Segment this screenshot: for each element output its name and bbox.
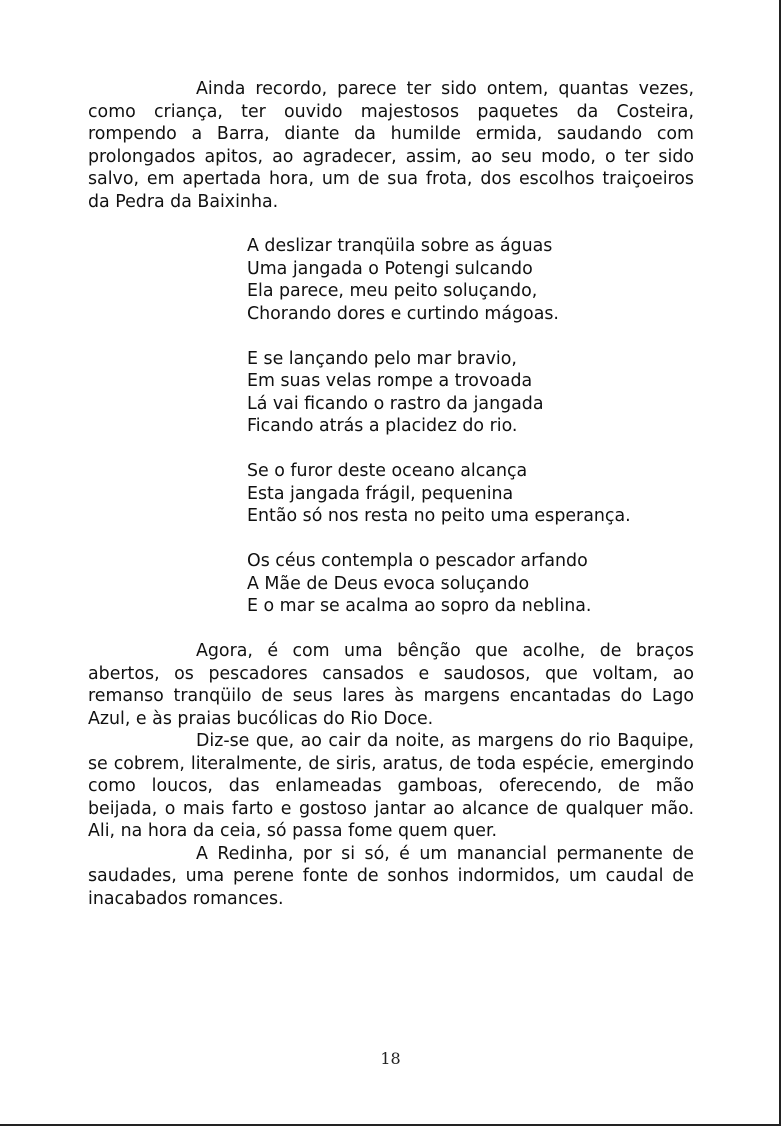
page-body <box>88 78 694 910</box>
poem-stanza-3 <box>247 460 694 528</box>
verse-line: E se lançando pelo mar bravio, <box>247 348 517 369</box>
verse-line: Ela parece, meu peito soluçando, <box>247 281 538 301</box>
verse-line: Os céus contempla o pescador arfando <box>247 551 588 571</box>
verse-line: Lá vai ficando o rastro da jangada <box>247 393 544 414</box>
verse-line: Ficando atrás a placidez do rio. <box>247 416 518 436</box>
verse-line: Então só nos resta no peito uma esperança. <box>247 506 631 526</box>
verse-line: A Mãe de Deus evoca soluçando <box>247 573 530 594</box>
poem-stanza-4 <box>247 550 694 618</box>
paragraph: A Redinha, por si só, é um manancial permanente de saudades, uma perene fonte de sonhos indormidos, um caudal de inacabados romances. <box>88 843 694 909</box>
verse-line: E o mar se acalma ao sopro da neblina. <box>247 596 592 616</box>
verse-line: A deslizar tranqüila sobre as águas <box>247 236 553 256</box>
paragraph: Diz-se que, ao cair da noite, as margens do rio Baquipe, se cobrem, literalmente, de siris, aratus, de toda espécie, emergindo como loucos, das enlameadas gamboas, oferecendo, de mão beijada, o mais farto e gostoso jantar ao alcance de qualquer mão. Ali, na hora da ceia, só passa fome quem quer. <box>88 731 694 841</box>
poem-stanza-1 <box>247 235 694 325</box>
verse-line: Uma jangada o Potengi sulcando <box>247 258 533 279</box>
paragraph: Ainda recordo, parece ter sido ontem, quantas vezes, como criança, ter ouvido majestosos paquetes da Costeira, rompendo a Barra, diante da humilde ermida, saudando com prolongados apitos, ao agradecer, assim, ao seu modo, o ter sido salvo, em apertada hora, um de sua frota, dos escolhos traiçoeiros da Pedra da Baixinha. <box>88 79 694 212</box>
poem-stanza-2 <box>247 348 694 438</box>
page-number: 18 <box>380 1049 401 1068</box>
verse-line: Esta jangada frágil, pequenina <box>247 483 514 504</box>
poem <box>247 235 694 618</box>
verse-line: Em suas velas rompe a trovoada <box>247 371 533 391</box>
paragraph: Agora, é com uma bênção que acolhe, de braços abertos, os pescadores cansados e saudosos, que voltam, ao remanso tranqüilo de seus lares às margens encantadas do Lago Azul, e às praias bucólicas do Rio Doce. <box>88 641 694 729</box>
verse-line: Chorando dores e curtindo mágoas. <box>247 303 559 324</box>
verse-line: Se o furor deste oceano alcança <box>247 461 528 481</box>
